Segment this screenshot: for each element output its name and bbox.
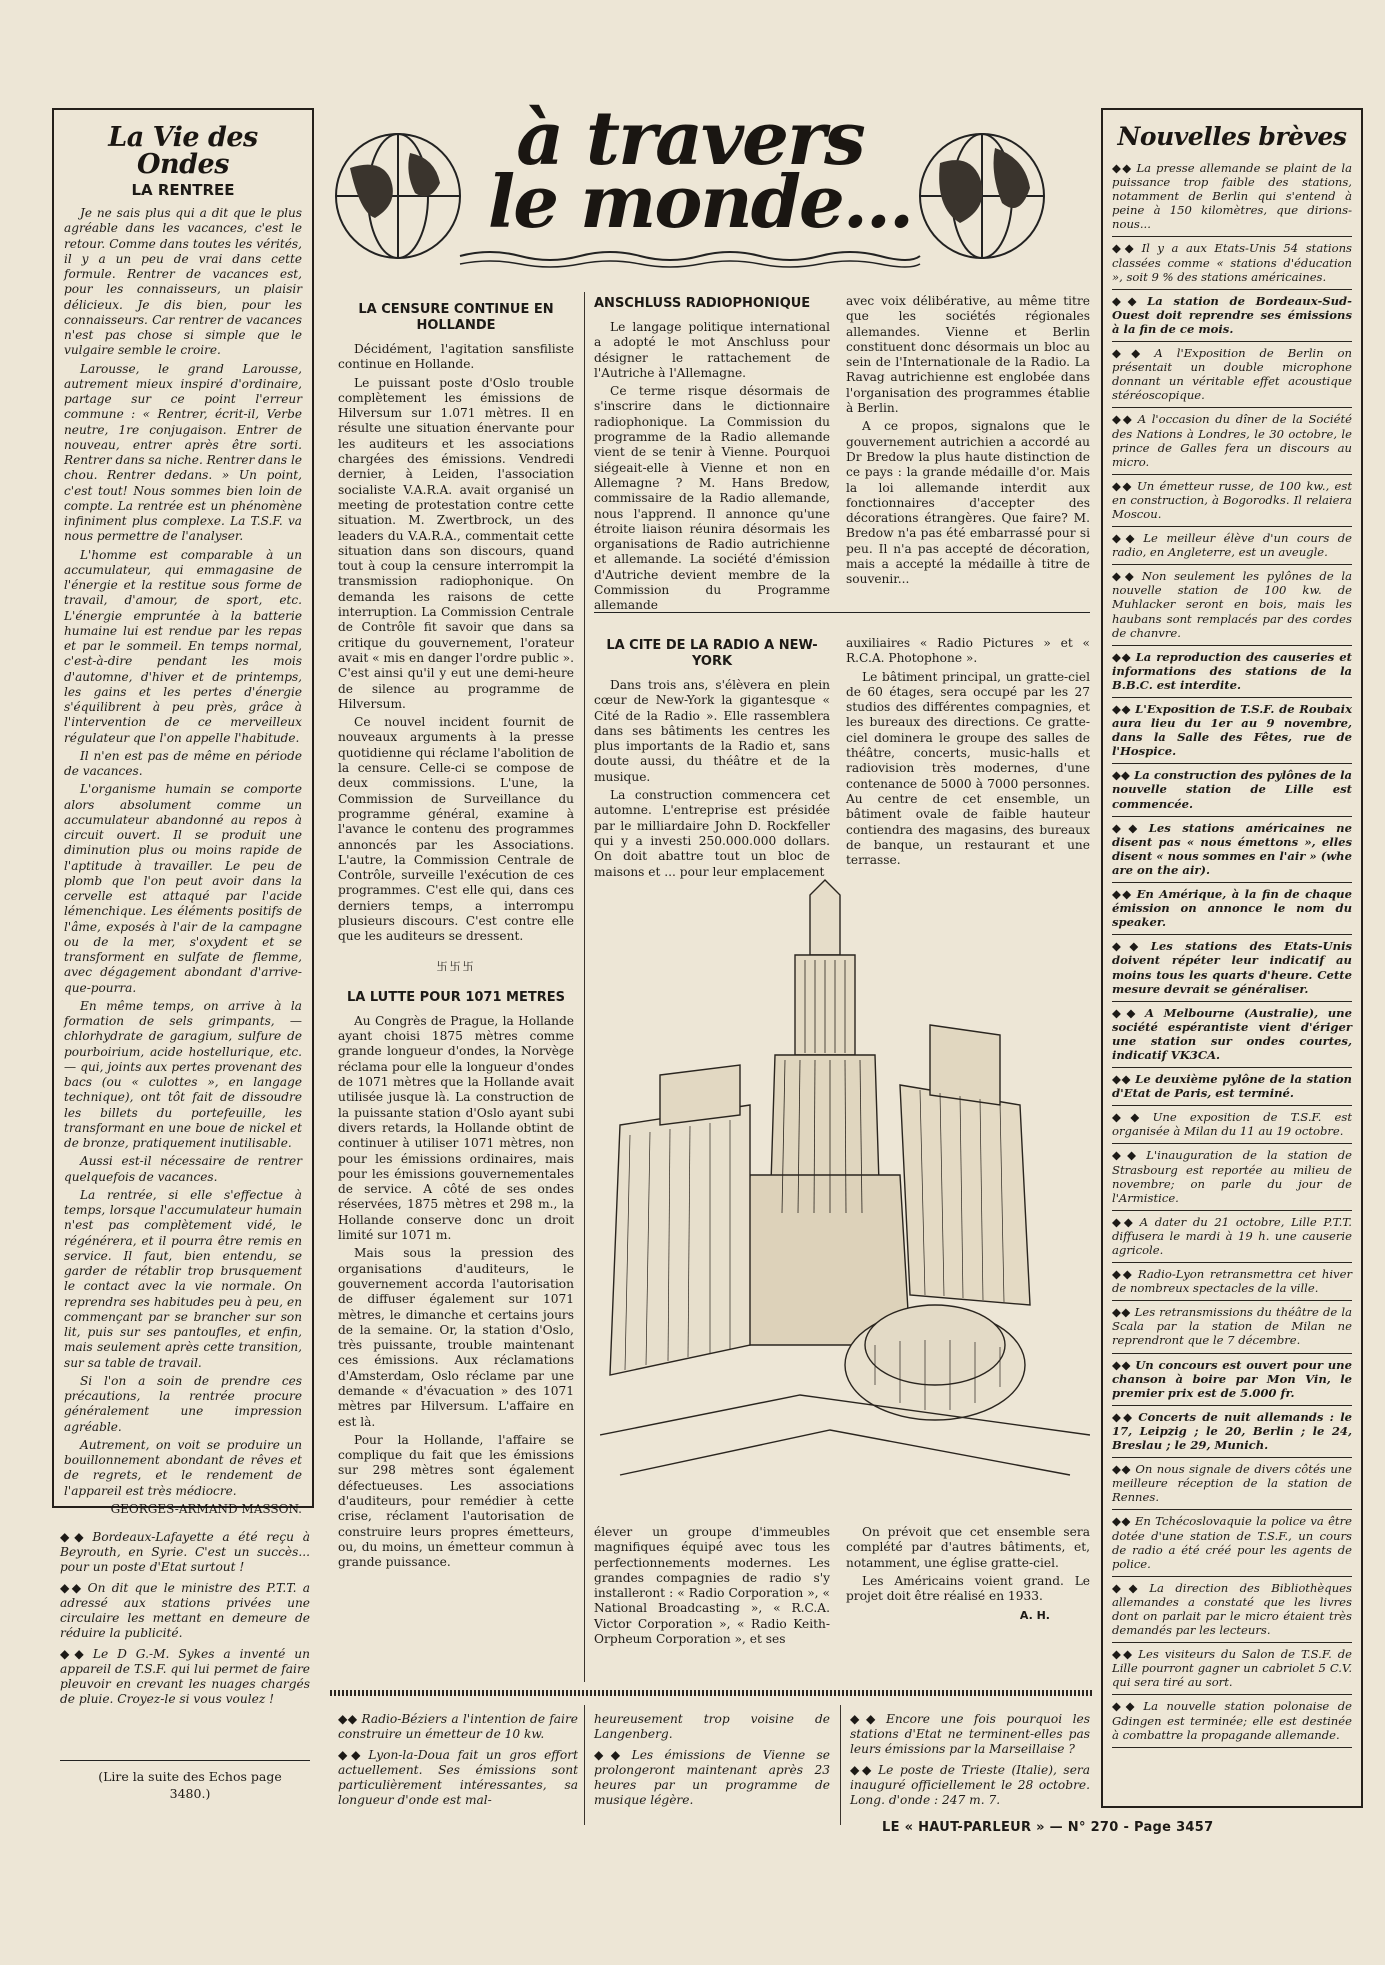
right-column-box [1101, 108, 1363, 1808]
article-cite-col2 [846, 636, 1090, 871]
divider [594, 612, 1090, 613]
paragraph: Il n'en est pas de même en période de vacances. [64, 748, 302, 778]
brief-divider [1112, 1300, 1352, 1301]
bottom-briefs-col3 [850, 1712, 1090, 1814]
brief-item: ◆◆ On dit que le ministre des P.T.T. a adressé aux stations privées une circulaire les mettant en demeure de réduire la publicité. [60, 1581, 311, 1640]
diamond-bullet-icon: ◆◆ [1112, 1514, 1131, 1529]
brief-text: Le meilleur élève d'un cours de radio, en Angleterre, est un aveugle. [1112, 531, 1352, 560]
section-heading-vie-des-ondes: La Vie des Ondes [108, 122, 258, 180]
waves-decoration [460, 252, 920, 260]
brief-item [1112, 1110, 1352, 1138]
brief-list [1112, 161, 1352, 1748]
paragraph: L'organisme humain se comporte alors absolument comme un accumulateur abandonné au repos à circuit ouvert. Il se produit une diminution plus ou moins rapide de l'aptitude à travailler. Le peu de plomb que l'on peut avoir dans la cervelle est attaqué par l'acide lémenchique. Les éléments positifs de l'âme, exposés à l'air de la campagne ou de la mer, s'oxydent et se transforment en sulfate de flemme, avec dégagement abondant d'arrive-que-pourra. [64, 782, 302, 995]
diamond-bullet-icon: ◆◆ [1112, 1357, 1132, 1372]
brief-text: Une exposition de T.S.F. est organisée à Milan du 11 au 19 octobre. [1112, 1110, 1352, 1139]
brief-item [1112, 702, 1352, 758]
section-separator: 卐卐卐 [436, 959, 476, 973]
diamond-bullet-icon: ◆◆ [1112, 293, 1144, 308]
radio-city-drawing [600, 875, 1090, 1485]
diamond-bullet-icon: ◆◆ [1112, 768, 1131, 783]
paragraph: Ce nouvel incident fournit de nouveaux arguments à la presse quotidienne qui réclame l'abolition de la censure. Celle-ci se compose de deux commissions. L'une, la Commission de Surveillance du programme général, examine à l'avance le contenu des programmes annoncés par les Associations. L'autre, la Commission Centrale de Contrôle, surveille l'exécution de ces programmes. C'est elle qui, dans ces derniers temps, a interrompu plusieurs discours. C'est contre elle que les auditeurs se dressent. [338, 715, 574, 944]
diamond-bullet-icon: ◆◆ [850, 1712, 883, 1726]
banner-title-line1: à travers [516, 96, 864, 182]
brief-item [1112, 1267, 1352, 1295]
left-column-box [52, 108, 314, 1516]
diamond-bullet-icon: ◆◆ [1112, 1647, 1135, 1662]
paragraph: Les Américains voient grand. Le projet doit être réalisé en 1933. [846, 1573, 1090, 1604]
article-rentree-body [64, 206, 302, 1499]
brief-item [1112, 346, 1352, 402]
brief-item: ◆◆ Le D G.-M. Sykes a inventé un appareil de T.S.F. qui lui permet de faire pleuvoir en crevant les nuages chargés de pluie. Croyez-le si vous voulez ! [60, 1647, 310, 1706]
center-left-column [338, 298, 574, 1574]
diamond-bullet-icon: ◆◆ [1112, 531, 1140, 546]
brief-divider [1112, 1509, 1352, 1510]
column-divider [584, 1705, 585, 1825]
section-heading-nouvelles-breves: Nouvelles brèves [1117, 122, 1347, 151]
brief-item [1112, 1072, 1352, 1100]
paragraph: Larousse, le grand Larousse, autrement mieux inspiré d'ordinaire, partage sur ce point l'erreur commune : « Rentrer, écrit-il, Verbe neutre, 1re conjugaison. Entrer de nouveau, entrer après être sorti. Rentrer dans sa niche. Rentrer dans le chou. Rentrer dedans. » Un point, c'est tout! Nous sommes bien loin de compte. La rentrée est un phénomène infiniment plus complexe. La T.S.F. va nous permettre de l'analyser. [64, 361, 302, 544]
article-anschluss-col2 [846, 294, 1090, 591]
brief-divider [1112, 526, 1352, 527]
diamond-bullet-icon: ◆◆ [850, 1763, 875, 1777]
diamond-bullet-icon: ◆◆ [1112, 241, 1138, 256]
brief-item [1112, 1358, 1352, 1400]
brief-item: ◆◆ Le poste de Trieste (Italie), sera inauguré officiellement le 28 octobre. Long. d'onde : 247 m. 7. [850, 1763, 1090, 1807]
brief-text: Les stations des Etats-Unis doivent répéter leur indicatif au moins tous les quarts d'heure. Cette mesure devrait se généraliser. [1112, 939, 1352, 996]
article-title-anschluss: ANSCHLUSS RADIOPHONIQUE [594, 296, 811, 311]
brief-item [1112, 569, 1352, 639]
diamond-bullet-icon: ◆◆ [1112, 1462, 1132, 1477]
brief-divider [1112, 289, 1352, 290]
brief-item [1112, 531, 1352, 559]
brief-divider [1112, 1262, 1352, 1263]
brief-text: Un émetteur russe, de 100 kw., est en construction, à Bogorodks. Il relaiera Moscou. [1112, 478, 1352, 521]
brief-divider [1112, 236, 1352, 237]
brief-divider [1112, 564, 1352, 565]
diamond-bullet-icon: ◆◆ [1112, 1072, 1132, 1087]
globe-left-icon [336, 134, 460, 258]
brief-text: La reproduction des causeries et informations des stations de la B.B.C. est interdite. [1112, 649, 1352, 692]
brief-text: L'inauguration de la station de Strasbourg est reportée au milieu de novembre; on parle du jour de l'Armistice. [1112, 1148, 1352, 1205]
diamond-bullet-icon: ◆◆ [594, 1748, 628, 1762]
article-title-lutte: LA LUTTE POUR 1071 METRES [346, 989, 565, 1005]
brief-item [1112, 887, 1352, 929]
brief-item [1112, 1581, 1352, 1637]
brief-item [1112, 1305, 1352, 1347]
paragraph: Au Congrès de Prague, la Hollande ayant choisi 1875 mètres comme grande longueur d'ondes, la Norvège réclama pour elle la longueur d'ondes de 1071 mètres que la Hollande avait utilisée jusque là. La construction de la puissante station d'Oslo ayant subi divers retards, la Hollande obtint de continuer à utiliser 1071 mètres, non pour les émissions ordinaires, mais pour les émissions gouvernementales de service. A côté de ses ondes réservées, 1875 mètres et 298 m., la Hollande conserve donc un droit limité sur 1071 m. [338, 1013, 574, 1243]
paragraph: En même temps, on arrive à la formation de sels grimpants, — chlorhydrate de garagium, sulfure de pourboirium, acide hostellurique, etc. — qui, joints aux pertes provenant des bacs (ou « culottes », en langage technique), ont tôt fait de dissoudre les billets du portefeuille, les transformant en une boue de nickel et de bronze, pratiquement inutilisable. [64, 998, 302, 1150]
article-title-rentree: LA RENTREE [131, 181, 235, 199]
diamond-bullet-icon: ◆◆ [1112, 820, 1145, 835]
brief-text: A dater du 21 octobre, Lille P.T.T. diffusera le mardi à 19 h. une causerie agricole. [1112, 1214, 1352, 1257]
paragraph: Ce terme risque désormais de s'inscrire dans le dictionnaire radiophonique. La Commission du programme de la Radio allemande vient de se tenir à Vienne. Pourquoi siégeait-elle à Vienne et non en Allemagne ? M. Hans Bredow, commissaire de la Radio allemande, nous l'apprend. Il annonce qu'une étroite liaison réunira désormais les organisations de Radio autrichienne et allemande. La société d'émission d'Autriche devient membre de la Commission du Programme allemande [594, 384, 830, 613]
paragraph: L'homme est comparable à un accumulateur, qui emmagasine de l'énergie et la restitue sous forme de travail, d'amour, de sport, etc. L'énergie empruntée à la batterie humaine lui est rendue par les repas et par le sommeil. En temps normal, c'est-à-dire pendant les mois d'automne, d'hiver et de printemps, les gains et les pertes d'énergie s'équilibrent à peu près, grâce à l'intervention de ce merveilleux régulateur que l'on appelle l'habitude. [64, 547, 302, 745]
brief-item: heureusement trop voisine de Langenberg. [594, 1712, 830, 1741]
brief-text: La presse allemande se plaint de la puissance trop faible des stations, notamment de Berlin qui s'entend à peine à 150 kilomètres, que dirions-nous... [1112, 161, 1352, 232]
paragraph: élever un groupe d'immeubles magnifiques équipé avec tous les perfectionnements modernes. Les grandes compagnies de radio s'y installeront : « Radio Corporation », « National Broadcasting », « R.C.A. Victor Corporation », « Radio Keith-Orpheum Corporation », et ses [594, 1525, 830, 1647]
brief-divider [1112, 1143, 1352, 1144]
brief-item [1112, 161, 1352, 231]
bottom-briefs-col2 [594, 1712, 830, 1814]
diamond-bullet-icon: ◆◆ [1112, 702, 1132, 716]
brief-text: Le deuxième pylône de la station d'Etat de Paris, est terminé. [1112, 1072, 1352, 1101]
diamond-bullet-icon: ◆◆ [1112, 1267, 1134, 1282]
brief-divider [1112, 1210, 1352, 1211]
brief-divider [1112, 1067, 1352, 1068]
brief-text: La direction des Bibliothèques allemandes a constaté que les livres dont on parlait par le micro étaient très demandés par les lecteurs. [1112, 1580, 1352, 1638]
brief-text: Un concours est ouvert pour une chanson à boire par Mon Vin, le premier prix est de 5.000 fr. [1112, 1357, 1352, 1400]
diamond-bullet-icon: ◆◆ [1112, 1148, 1143, 1163]
article-signature: A. H. [1019, 1609, 1050, 1623]
paragraph: auxiliaires « Radio Pictures » et « R.C.A. Photophone ». [846, 636, 1090, 666]
brief-text: La nouvelle station polonaise de Gdingen est terminée; elle est destinée à combattre la propagande allemande. [1112, 1699, 1352, 1742]
brief-divider [1112, 1001, 1352, 1002]
paragraph: Autrement, on voit se produire un bouillonnement abondant de rêves et de regrets, et le rendement de l'appareil est très médiocre. [64, 1437, 302, 1498]
paragraph: Si l'on a soin de prendre ces précautions, la rentrée procure généralement une impression agréable. [64, 1373, 302, 1434]
brief-text: La station de Bordeaux-Sud-Ouest doit reprendre ses émissions à la fin de ce mois. [1112, 293, 1352, 336]
paragraph: Aussi est-il nécessaire de rentrer quelquefois de vacances. [64, 1154, 302, 1184]
diamond-bullet-icon: ◆◆ [1112, 939, 1147, 954]
banner [330, 96, 1050, 273]
brief-item [1112, 1699, 1352, 1741]
brief-text: A Melbourne (Australie), une société espérantiste vient d'ériger une station sur ondes courtes, indicatif VK3CA. [1112, 1005, 1352, 1062]
brief-item [1112, 768, 1352, 810]
paragraph: Le bâtiment principal, un gratte-ciel de 60 étages, sera occupé par les 27 studios des différentes compagnies, et les bureaux des directions. Ce gratte-ciel dominera le groupe des salles de théâtre, concerts, music-halls et radiovision très modernes, d'une contenance de 5000 à 7000 personnes. Au centre de cet ensemble, un bâtiment ovale de faible hauteur contiendra des magasins, des bureaux de banque, un restaurant et une terrasse. [846, 669, 1090, 868]
page-footer: LE « HAUT-PARLEUR » — N° 270 - Page 3457 [882, 1820, 1214, 1835]
diamond-bullet-icon: ◆◆ [1112, 1110, 1149, 1125]
brief-divider [1112, 1747, 1352, 1748]
brief-item [1112, 821, 1352, 877]
waves-decoration [460, 261, 920, 267]
brief-divider [1112, 645, 1352, 646]
brief-text: La construction des pylônes de la nouvelle station de Lille est commencée. [1112, 768, 1352, 811]
paragraph: La construction commencera cet automne. L'entreprise est présidée par le milliardaire John D. Rockfeller qui y a investi 250.000.000 dollars. On doit abattre tout un bloc de maisons et ... pour leur emplacement [594, 788, 830, 879]
diamond-bullet-icon: ◆◆ [1112, 887, 1133, 902]
brief-divider [1112, 763, 1352, 764]
diamond-bullet-icon: ◆◆ [338, 1748, 365, 1762]
article-cite-bottom-col2 [846, 1525, 1090, 1624]
brief-text: Il y a aux Etats-Unis 54 stations classées comme « stations d'éducation », soit 9 % des stations américaines. [1112, 241, 1352, 284]
continued-note: (Lire la suite des Echos page 3480.) [98, 1769, 282, 1801]
brief-divider [1112, 1105, 1352, 1106]
diamond-bullet-icon: ◆◆ [60, 1647, 89, 1661]
brief-text: Concerts de nuit allemands : le 17, Leipzig ; le 20, Berlin ; le 24, Breslau ; le 29, Munich. [1112, 1409, 1352, 1453]
brief-item [1112, 241, 1352, 283]
brief-text: A l'occasion du dîner de la Société des Nations à Londres, le 30 octobre, le prince de Galles fera un discours au micro. [1112, 412, 1352, 469]
brief-divider [1112, 1642, 1352, 1643]
banner-title-line2: le monde... [487, 159, 913, 244]
diamond-bullet-icon: ◆◆ [1112, 1214, 1136, 1229]
diamond-bullet-icon: ◆◆ [60, 1530, 89, 1544]
paragraph: Décidément, l'agitation sansfiliste continue en Hollande. [338, 342, 574, 372]
article-cite-bottom-col1 [594, 1525, 830, 1650]
paragraph: La rentrée, si elle s'effectue à temps, lorsque l'accumulateur humain n'est pas complètement vidé, le régénérera, et il pourra être remis en service. Il faut, bien entendu, se garder de rétablir trop brusquement le contact avec la vie normale. On reprendra ses habitudes peu à peu, en commençant par se brancher sur son lit, puis sur ses pantoufles, et enfin, mais seulement après cette transition, sur sa table de travail. [64, 1187, 302, 1370]
brief-text: Les retransmissions du théâtre de la Scala par la station de Milan ne reprendront que le 7 décembre. [1112, 1305, 1352, 1348]
paragraph: A ce propos, signalons que le gouvernement autrichien a accordé au Dr Bredow la plus haute distinction de ce pays : la grande médaille d'or. Mais la loi allemande interdit aux fonctionnaires d'accepter des décorations étrangères. Que faire? M. Bredow n'a pas été embarrassé pour si peu. Il n'a pas accepté de décoration, mais a accepté la médaille à titre de souvenir... [846, 419, 1090, 587]
brief-divider [1112, 1457, 1352, 1458]
brief-item [1112, 1514, 1352, 1570]
brief-divider [1112, 934, 1352, 935]
diamond-bullet-icon: ◆◆ [338, 1712, 358, 1726]
brief-item [1112, 1215, 1352, 1257]
brief-text: Non seulement les pylônes de la nouvelle station de 100 kw. de Muhlacker seront en bois, mais les haubans sont remplacés par des cordes de chanvre. [1112, 569, 1352, 640]
bottom-briefs-col1 [338, 1712, 578, 1814]
brief-item: ◆◆ Les émissions de Vienne se prolongeront maintenant après 23 heures par un programme de musique légère. [594, 1748, 830, 1807]
paragraph: Le langage politique international a adopté le mot Anschluss pour désigner le rattachement de l'Autriche à l'Allemagne. [594, 320, 830, 380]
globe-right-icon [920, 134, 1044, 258]
brief-item: ◆◆ Lyon-la-Doua fait un gros effort actuellement. Ses émissions sont particulièrement intéressantes, sa longueur d'onde est mal- [338, 1748, 578, 1807]
brief-text: A l'Exposition de Berlin on présentait un double microphone donnant un véritable effet acoustique stéréoscopique. [1112, 346, 1352, 403]
brief-text: En Tchécoslovaquie la police va être dotée d'une station de T.S.F., un cours de radio a été créé pour les agents de police. [1112, 1514, 1352, 1571]
article-title-cite: LA CITE DE LA RADIO A NEW-YORK [606, 638, 818, 669]
diamond-bullet-icon: ◆◆ [1112, 569, 1138, 584]
brief-text: On nous signale de divers côtés une meilleure réception de la station de Rennes. [1112, 1462, 1352, 1505]
brief-divider [1112, 474, 1352, 475]
brief-divider [1112, 697, 1352, 698]
brief-divider [1112, 882, 1352, 883]
diamond-bullet-icon: ◆◆ [1112, 1699, 1140, 1714]
diamond-bullet-icon: ◆◆ [1112, 1005, 1141, 1020]
paragraph: Dans trois ans, s'élèvera en plein cœur de New-York la gigantesque « Cité de la Radio ». Elle rassemblera dans ses bâtiments les centres les plus importants de la Radio et, sans doute aussi, du théâtre et de la musique. [594, 678, 830, 784]
diamond-bullet-icon: ◆◆ [1112, 1580, 1146, 1595]
column-divider [584, 292, 585, 1682]
brief-item [1112, 1410, 1352, 1452]
brief-text: Radio-Lyon retransmettra cet hiver de nombreux spectacles de la ville. [1112, 1267, 1352, 1296]
diamond-bullet-icon: ◆◆ [1112, 161, 1133, 175]
paragraph: Le puissant poste d'Oslo trouble complètement les émissions de Hilversum sur 1.071 mètres. Il en résulte une situation énervante pour les auditeurs et les associations chargées des émissions. Vendredi dernier, à Leiden, l'association socialiste V.A.R.A. avait organisé un meeting de protestation contre cette situation. M. Zwertbrock, un des leaders du V.A.R.A., commentait cette situation dans son discours, quand tout à coup la censure interrompit la transmission radiophonique. On demanda les raisons de cette interruption. La Commission Centrale de Contrôle fit savoir que dans sa critique du gouvernement, l'orateur avait « mis en danger l'ordre public ». C'est ainsi qu'il y eut une demi-heure de silence au programme de Hilversum. [338, 375, 574, 711]
paragraph: Mais sous la pression des organisations d'auditeurs, le gouvernement accorda l'autorisation de diffuser également sur 1071 mètres, le dimanche et certains jours de la semaine. Or, la station d'Oslo, très puissante, trouble maintenant ces émissions. Aux réclamations d'Amsterdam, Oslo réclame par une demande « d'évacuation » des 1071 mètres par Hilversum. L'affaire en est là. [338, 1246, 574, 1429]
brief-item [1112, 1148, 1352, 1204]
brief-item [1112, 1647, 1352, 1689]
brief-divider [1112, 341, 1352, 342]
diamond-bullet-icon: ◆◆ [1112, 649, 1132, 664]
brief-divider [1112, 1405, 1352, 1406]
diamond-bullet-icon: ◆◆ [1112, 1305, 1131, 1320]
article-signature: GEORGES-ARMAND MASSON. [110, 1501, 302, 1516]
brief-divider [1112, 407, 1352, 408]
hatched-divider [330, 1690, 1092, 1696]
brief-text: L'Exposition de T.S.F. de Roubaix aura lieu du 1er au 9 novembre, dans la Salle des Fêtes, rue de l'Hospice. [1112, 702, 1352, 759]
brief-item [1112, 939, 1352, 995]
diamond-bullet-icon: ◆◆ [1112, 346, 1151, 361]
brief-item: ◆◆ Radio-Béziers a l'intention de faire construire un émetteur de 10 kw. [338, 1712, 578, 1741]
brief-text: En Amérique, à la fin de chaque émission on annonce le nom du speaker. [1112, 887, 1352, 930]
brief-divider [1112, 1353, 1352, 1354]
brief-item: ◆◆ Bordeaux-Lafayette a été reçu à Beyrouth, en Syrie. C'est un succès... pour un poste d'Etat surtout ! [60, 1530, 310, 1574]
brief-item: ◆◆ Encore une fois pourquoi les stations d'Etat ne terminent-elles pas leurs émissions par la Marseillaise ? [850, 1712, 1091, 1756]
brief-text: Les visiteurs du Salon de T.S.F. de Lille pourront gagner un cabriolet 5 C.V. qui sera tiré au sort. [1112, 1647, 1352, 1690]
brief-item [1112, 479, 1352, 521]
diamond-bullet-icon: ◆◆ [1112, 1409, 1135, 1424]
brief-text: Les stations américaines ne disent pas « nous émettons », elles disent « nous sommes en l'air » (whe are on the air). [1112, 820, 1352, 877]
paragraph: Je ne sais plus qui a dit que le plus agréable dans les vacances, c'est le retour. Comme dans toutes les vérités, il y a un peu de vrai dans cette formule. Rentrer de vacances est, pour les connaisseurs, un plaisir délicieux. Je dis bien, pour les connaisseurs. Car rentrer de vacances n'est pas chose si simple que le vulgaire semble le croire. [64, 206, 302, 358]
diamond-bullet-icon: ◆◆ [1112, 478, 1133, 493]
brief-item [1112, 1462, 1352, 1504]
article-title-censure: LA CENSURE CONTINUE EN HOLLANDE [358, 302, 554, 333]
diamond-bullet-icon: ◆◆ [1112, 412, 1134, 427]
skyscraper-illustration [600, 875, 1090, 1485]
brief-item [1112, 294, 1352, 336]
brief-item [1112, 1006, 1352, 1062]
paragraph: On prévoit que cet ensemble sera complété par d'autres bâtiments, et, notamment, une église gratte-ciel. [846, 1525, 1090, 1570]
brief-item [1112, 412, 1352, 468]
divider [60, 1760, 310, 1761]
article-cite-col1 [594, 634, 830, 883]
brief-divider [1112, 816, 1352, 817]
paragraph: avec voix délibérative, au même titre que les sociétés régionales allemandes. Vienne et Berlin constituent donc désormais un bloc au sein de l'Internationale de la Radio. La Ravag autrichienne est englobée dans l'organisation des programmes établie à Berlin. [846, 294, 1090, 416]
brief-divider [1112, 1694, 1352, 1695]
article-anschluss-col1 [594, 292, 830, 617]
diamond-bullet-icon: ◆◆ [60, 1581, 84, 1595]
left-briefs [60, 1530, 310, 1713]
brief-item [1112, 650, 1352, 692]
brief-divider [1112, 1576, 1352, 1577]
column-divider [840, 1705, 841, 1825]
paragraph: Pour la Hollande, l'affaire se complique du fait que les émissions sur 298 mètres sont également défectueuses. Les associations d'auditeurs, pour remédier à cette crise, réclament l'autorisation de construire leurs propres émetteurs, ou, du moins, un émetteur commun à grande puissance. [338, 1432, 574, 1570]
